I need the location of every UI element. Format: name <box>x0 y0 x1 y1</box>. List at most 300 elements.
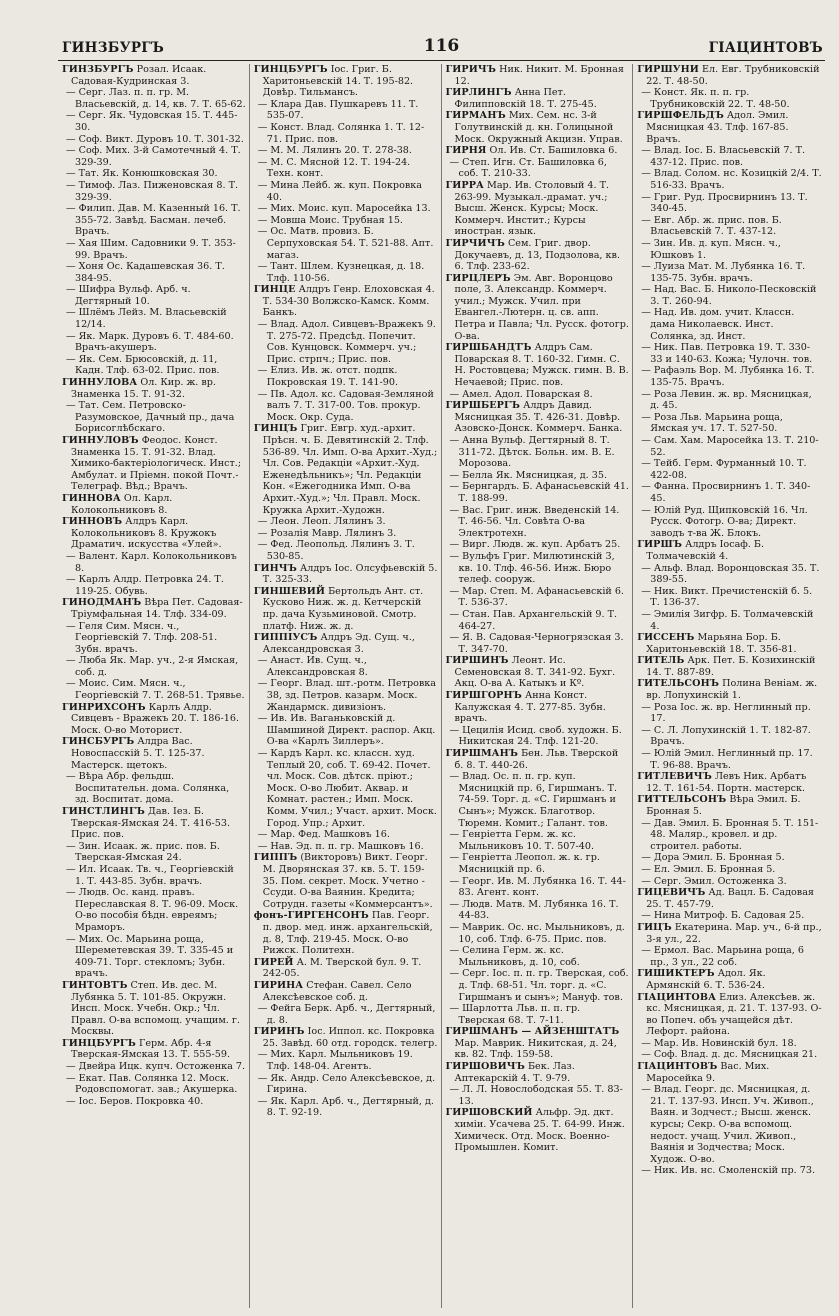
entry-details: Мих. Сем. нс. 3-й Голутвинскій д. кн. Голицыной Моск. Окружный Акцизн. Управ. <box>454 110 623 145</box>
entry-surname: ГИННОВЪ <box>62 516 123 528</box>
directory-entry <box>637 145 822 168</box>
entry-details: Бен. Льв. Тверской б. 8. Т. 440-26. <box>454 748 619 771</box>
entry-surname: ГИРИНА <box>253 979 304 991</box>
directory-entry <box>62 284 246 307</box>
entry-details: — М. С. Мясной 12. Т. 194-24. Техн. конт. <box>257 156 411 180</box>
entry-details: — Влад. Адол. Сивцевъ-Вражекъ 9. Т. 275-72. Предсѣд. Попечит. Сов. Кунцовск. Коммерч. уч.; Прис. стрпч.; Прис. пов. <box>257 319 436 365</box>
entry-details: — Двейра Ицк. купч. Остоженка 7. <box>66 1061 246 1073</box>
directory-entry <box>637 1061 822 1084</box>
directory-entry <box>446 342 630 388</box>
directory-entry <box>62 864 246 887</box>
entry-details: Ел. Евг. Трубниковскій 22. Т. 48-50. <box>646 64 820 87</box>
entry-details: — Филип. Дав. М. Казенный 16. Т. 355-72. Завѣд. Басман. лечеб. Врачъ. <box>66 203 241 238</box>
entry-details: Ад. Вацл. Б. Садовая 25. Т. 457-79. <box>646 887 814 910</box>
entry-details: — Люба Як. Мар. уч., 2-я Ямская, соб. д. <box>66 655 239 678</box>
directory-entry <box>637 87 822 110</box>
entry-details: — Зин. Ив. д. куп. Мясн. ч., Юшковъ 1. <box>641 237 781 261</box>
entry-surname: ГИННУЛОВА <box>62 377 138 389</box>
entry-details: — Дав. Эмил. Б. Бронная 5. Т. 151-48. Маляр., кровел. и др. строител. работы. <box>641 817 819 852</box>
directory-entry <box>62 980 246 1038</box>
entry-surname: ГИНРИХСОНЪ <box>62 701 146 713</box>
entry-details: — Вѣра Абр. фельдш. Воспитательн. дома. Солянка, зд. Воспитат. дома. <box>66 771 230 806</box>
directory-entry <box>446 655 630 690</box>
entry-surname: ГИТТЕЛЬСОНЪ <box>637 794 727 806</box>
directory-entry <box>254 99 438 122</box>
entry-surname: ГИТЕЛЬ <box>637 655 685 667</box>
directory-entry <box>446 1026 630 1061</box>
directory-entry <box>62 1096 246 1108</box>
entry-details: — Хая Шим. Садовники 9. Т. 353-99. Врачъ. <box>66 237 236 261</box>
entry-surname: ГИННУЛОВЪ <box>62 435 139 446</box>
entry-surname: ГИРШБЕРГЪ <box>445 400 520 412</box>
entry-details: — Влад. Георг. дс. Мясницкая, д. 21. Т. 137-93. Инсп. Уч. Живоп., Ваян. и Зодчест.; Высш. женск. курсы; Секр. О-ва вспомощ. недост. учащ. Учил. Живоп., Ваянія и Зодчества; Моск. Худож. О-во. <box>641 1084 814 1165</box>
entry-surname: ГИНСТЛИНГЪ <box>62 806 145 817</box>
entry-details: — Над. Ив. дом. учит. Классн. дама Николаевск. Инст. Солянка, зд. Инст. <box>641 307 795 342</box>
entry-details: — Серг. Іос. п. п. гр. Тверская, соб. д. Тлф. 68-51. Чл. торг. д. «С. Гиршманъ и сынъ»; Мануф. тов. <box>449 968 629 1003</box>
running-head-left: ГИНЗБУРГЪ <box>62 40 165 56</box>
entry-details: — Шарлотта Льв. п. п. гр. Тверская 68. Т. 7-11. <box>449 1003 581 1026</box>
entry-surname: ГИРЕЙ <box>253 956 294 968</box>
directory-entry <box>62 493 246 516</box>
entry-surname: ГИНЦБУРГЪ <box>62 1037 136 1049</box>
directory-entry <box>637 563 822 586</box>
entry-details: — Як. Андр. Село Алексѣевское, д. Гирина. <box>257 1072 436 1096</box>
entry-surname: ГИРШОВИЧЪ <box>445 1061 525 1073</box>
entry-details: — Фед. Леопольд. Лялинъ 3. Т. 530-85. <box>257 539 415 562</box>
entry-details: Мар. Ив. Столовый 4. Т. 263-99. Музыкал.-драмат. уч.; Высш. Женск. Курсы; Моск. Коммерч. Инстит.; Курсы иностран. язык. <box>454 179 610 238</box>
directory-entry <box>637 458 822 481</box>
directory-entry <box>446 435 630 470</box>
entry-details: Алдра Вас. Новоспасскій 5. Т. 125-37. Мастерск. щетокъ. <box>71 736 205 771</box>
directory-entry <box>62 678 246 701</box>
directory-entry <box>62 655 246 678</box>
directory-entry <box>446 725 630 748</box>
directory-entry <box>62 400 246 435</box>
entry-surname: ГИРМАНЪ <box>445 110 506 122</box>
directory-entry <box>62 168 246 180</box>
directory-entry <box>254 632 438 655</box>
directory-entry <box>254 145 438 157</box>
directory-entry <box>446 632 630 655</box>
entry-surname: ГИППІУСЪ <box>253 632 318 644</box>
entry-details: Стефан. Савел. Село Алексѣевское соб. д. <box>262 979 412 1003</box>
entry-details: — Георг. Ив. М. Лубянка 16. Т. 44-83. Агент. конт. <box>449 875 626 899</box>
directory-entry <box>62 516 246 551</box>
directory-entry <box>446 968 630 1003</box>
directory-entry <box>446 400 630 435</box>
entry-details: Алдръ Карл. Колокольниковъ 8. Кружокъ Драматич. искусства «Улей». <box>71 516 222 551</box>
directory-columns <box>58 64 825 1308</box>
entry-surname: ГИНСБУРГЪ <box>62 736 135 748</box>
entry-details: — Ел. Эмил. Б. Бронная 5. <box>641 863 776 875</box>
entry-details: Бек. Лаз. Аптекарскій 4. Т. 9-79. <box>454 1061 575 1084</box>
directory-entry <box>637 238 822 261</box>
entry-details: — Шифра Вульф. Арб. ч. Дегтярный 10. <box>66 284 191 307</box>
entry-details: — Л. Л. Новослободская 55. Т. 83-13. <box>449 1084 623 1107</box>
directory-entry <box>637 725 822 748</box>
entry-details: Ол. Ив. Ст. Башиловка 6. <box>489 145 618 157</box>
entry-details: — Влад. Іос. Б. Власьевскій 7. Т. 437-12. Прис. пов. <box>641 145 806 168</box>
entry-details: Іос. Иппол. кс. Покровка 25. Завѣд. 60 отд. городск. телегр. <box>262 1026 438 1049</box>
entry-details: — Цецилія Исид. своб. художн. Б. Никитская 24. Тлф. 121-20. <box>449 724 622 748</box>
directory-entry <box>446 64 630 87</box>
entry-surname: ГИРШБАНДТЪ <box>445 342 532 354</box>
directory-entry <box>446 145 630 157</box>
entry-details: — Тимоф. Лаз. Пиженовская 8. Т. 329-39. <box>66 179 239 203</box>
entry-details: Мар. Маврик. Никитская, д. 24, кв. 82. Тлф. 159-58. <box>454 1037 617 1061</box>
directory-entry <box>446 389 630 401</box>
directory-entry <box>62 145 246 168</box>
directory-entry <box>62 1061 246 1073</box>
directory-entry <box>62 435 246 493</box>
directory-entry <box>637 794 822 817</box>
entry-details: — Над. Вас. Б. Николо-Песковскій 3. Т. 260-94. <box>641 284 817 307</box>
entry-surname: ГИРЦЛЕРЪ <box>445 272 511 284</box>
entry-details: — Рафаэль Вор. М. Лубянка 16. Т. 135-75. Врачъ. <box>641 365 815 389</box>
entry-details: — Нина Митроф. Б. Садовая 25. <box>641 910 805 922</box>
entry-details: Елиз. Алексѣев. ж. кс. Мясницкая, д. 21. Т. 137-93. О-во Попеч. объ учащейся дѣт. Лефорт. района. <box>646 991 822 1038</box>
entry-details: — Соф. Влад. д. дс. Мясницкая 21. <box>641 1049 818 1061</box>
entry-surname: ГИРШИНЪ <box>445 655 509 667</box>
entry-details: Леонт. Ис. Семеновская 8. Т. 341-92. Бухг. Акц. О-ва А. Катыкъ и Кº. <box>454 655 616 690</box>
directory-entry <box>637 412 822 435</box>
directory-entry <box>254 284 438 319</box>
entry-details: — Георг. Влад. шт.-ротм. Петровка 38, зд. Петров. казарм. Моск. Жандармск. дивизіонъ. <box>257 678 437 713</box>
entry-details: — Людв. Ос. канд. правъ. Переславская 8. Т. 96-09. Моск. О-во пособія бѣдн. евреямъ; Мраморъ. <box>66 887 239 933</box>
entry-details: Алдръ Іосаф. Б. Толмачевскій 4. <box>646 539 764 562</box>
entry-details: Сем. Григ. двор. Докучаевъ, д. 13, Подзолова, кв. 6. Тлф. 233-62. <box>454 237 620 273</box>
directory-entry <box>62 574 246 597</box>
directory-entry <box>446 748 630 771</box>
directory-entry <box>637 215 822 238</box>
entry-details: — Вас. Григ. инж. Введенскій 14. Т. 46-56. Чл. Совѣта О-ва Электротехн. <box>449 504 620 539</box>
entry-details: Альфр. Эд. дкт. химіи. Усачева 25. Т. 64-99. Инж. Химическ. Отд. Моск. Военно-Промышлен. Комит. <box>454 1107 625 1154</box>
directory-entry <box>254 389 438 424</box>
directory-entry <box>637 64 822 87</box>
directory-entry <box>254 539 438 562</box>
entry-details: — Ник. Викт. Пречистенскій б. 5. Т. 136-37. <box>641 585 813 609</box>
directory-entry <box>446 899 630 922</box>
directory-entry <box>637 992 822 1038</box>
entry-details: — Конст. Влад. Солянка 1. Т. 12-71. Прис. пов. <box>257 121 425 145</box>
entry-surname: ГИРИЧЪ <box>445 64 497 75</box>
directory-entry <box>637 655 822 678</box>
entry-details: — Мина Лейб. ж. куп. Покровка 40. <box>257 179 422 203</box>
directory-entry <box>254 910 438 956</box>
entry-details: Степ. Ив. дес. М. Лубянка 5. Т. 101-85. Окружн. Инсп. Моск. Учебн. Окр.; Чл. Правл. О-ва вспомощ. учащим. г. Москвы. <box>71 979 240 1038</box>
entry-details: — Генріетта Герм. ж. кс. Мыльниковъ 10. Т. 507-40. <box>449 829 595 852</box>
directory-entry <box>254 1026 438 1049</box>
directory-entry <box>254 226 438 261</box>
entry-details: — Ник. Ив. нс. Смоленскій пр. 73. <box>641 1165 816 1177</box>
entry-details: Адол. Як. Армянскій 6. Т. 536-24. <box>646 968 766 991</box>
entry-surname: ГИППЪ <box>253 852 298 864</box>
entry-details: — Соф. Викт. Дуровъ 10. Т. 301-32. <box>66 133 244 145</box>
entry-details: — Альф. Влад. Воронцовская 35. Т. 389-55. <box>641 562 820 586</box>
entry-details: Алдръ Сам. Поварская 8. Т. 160-32. Гимн. С. Н. Ростовцева; Мужск. гимн. В. В. Нечаевой; Прис. пов. <box>454 342 629 389</box>
entry-surname: ГИРИНЪ <box>253 1026 305 1038</box>
directory-entry <box>637 632 822 655</box>
directory-entry <box>62 887 246 933</box>
directory-entry <box>637 168 822 191</box>
entry-details: Эм. Авг. Воронцово поле, 3. Александр. Коммерч. учил.; Мужск. Учил. при Евангел.-Лютерн. ц. св. апп. Петра и Павла; Чл. Русск. фотогр. О-ва. <box>454 272 629 342</box>
entry-details: — Валент. Карл. Колокольниковъ 8. <box>66 550 237 574</box>
directory-entry <box>637 1165 822 1177</box>
directory-entry <box>62 354 246 377</box>
directory-entry <box>446 551 630 586</box>
directory-entry <box>446 852 630 875</box>
directory-entry <box>254 423 438 516</box>
entry-details: — Амел. Адол. Поварская 8. <box>449 388 593 400</box>
entry-details: — Геля Сим. Мясн. ч., Георгіевскій 7. Тлф. 208-51. Зубн. врачъ. <box>66 620 218 655</box>
entry-details: — Юлій Эмил. Неглинный пр. 17. Т. 96-88. Врачъ. <box>641 748 813 771</box>
directory-entry <box>637 389 822 412</box>
directory-entry <box>446 1061 630 1084</box>
entry-details: Ол. Кир. ж. вр. Знаменка 15. Т. 91-32. <box>71 377 216 400</box>
entry-details: — Анна Вульф. Дегтярный 8. Т. 311-72. Дѣтск. Больн. им. В. Е. Морозова. <box>449 435 615 470</box>
directory-entry <box>446 922 630 945</box>
directory-entry <box>446 586 630 609</box>
entry-details: — Роза Льв. Марьина роща, Ямская уч. 17. Т. 527-50. <box>641 411 783 435</box>
entry-surname: ГИНЦЪ <box>253 423 298 435</box>
entry-surname: ГИРШГОРНЪ <box>445 690 522 702</box>
entry-details: Розал. Исаак. Садовая-Кудринская 3. <box>71 64 207 87</box>
directory-entry <box>637 284 822 307</box>
page-header <box>58 38 825 61</box>
entry-details: — Григ. Руд. Просвирнинъ 13. Т. 340-45. <box>641 191 808 215</box>
directory-entry <box>62 203 246 238</box>
directory-entry <box>62 702 246 737</box>
entry-details: — Фанна. Просвирнинъ 1. Т. 340-45. <box>641 481 811 504</box>
column-3 <box>442 64 634 1308</box>
directory-entry <box>62 806 246 841</box>
directory-entry <box>62 771 246 806</box>
directory-entry <box>446 481 630 504</box>
entry-details: — Мар. Ив. Новинскій бул. 18. <box>641 1037 797 1049</box>
entry-details: — Мих. Ос. Марьина роща, Шереметевская 39. Т. 335-45 и 409-71. Торг. стекломъ; Зубн. врачъ. <box>66 933 234 980</box>
entry-details: Анна Конст. Калужская 4. Т. 277-85. Зубн. врачъ. <box>454 690 606 725</box>
column-1 <box>58 64 250 1308</box>
entry-details: — Тант. Шлем. Кузнецкая, д. 18. Тлф. 110-56. <box>257 261 425 284</box>
directory-entry <box>446 771 630 829</box>
entry-details: — Ив. Ив. Ваганьковскій д. Шамшиной Директ. распор. Акц. О-ва «Карлъ Зиллеръ». <box>257 713 436 748</box>
entry-details: — Степ. Игн. Ст. Башиловка 6, соб. Т. 210-33. <box>449 156 607 180</box>
entry-surname: ГИНЗБУРГЪ <box>62 64 134 75</box>
directory-entry <box>446 1084 630 1107</box>
directory-entry <box>62 307 246 330</box>
directory-entry <box>254 516 438 528</box>
entry-details: — Зин. Исаак. ж. прис. пов. Б. Тверская-Ямская 24. <box>66 840 220 864</box>
entry-details: Іос. Григ. Б. Харитоньевскій 14. Т. 195-82. Довѣр. Тильмансъ. <box>262 64 414 99</box>
entry-details: — Серг. Як. Чудовская 15. Т. 445-30. <box>66 110 238 133</box>
entry-details: — Вульфъ Григ. Милютинскій 3, кв. 10. Тлф. 46-56. Инж. Бюро телеф. сооруж. <box>449 550 615 586</box>
directory-entry <box>637 968 822 991</box>
directory-entry <box>254 261 438 284</box>
directory-entry <box>254 64 438 99</box>
entry-surname: ГИРНЯ <box>445 145 487 157</box>
entry-details: — Конст. Як. п. п. гр. Трубниковскій 22. Т. 48-50. <box>641 87 790 110</box>
entry-details: — Мар. Степ. М. Афанасьевскій 6. Т. 536-37. <box>449 585 624 609</box>
directory-entry <box>637 852 822 864</box>
entry-details: Полина Веніам. ж. вр. Лопухинскій 1. <box>646 678 818 702</box>
entry-details: — Кардъ Карл. кс. классн. худ. Теплый 20, соб. Т. 69-42. Почет. чл. Моск. Сов. дѣтск. пріют.; Моск. О-во Любит. Аквар. и Комнат. растен.; Имп. Моск. Комм. Учил.; Участ. архит. Моск. Город. Упр.; Архит. <box>257 748 437 829</box>
directory-entry <box>62 134 246 146</box>
directory-entry <box>254 957 438 980</box>
entry-details: Алдръ Давид. Мясницкая 35. Т. 426-31. Довѣр. Азовско-Донск. Коммерч. Банка. <box>454 400 623 435</box>
entry-details: — Серг. Лаз. п. п. гр. М. Власьевскій, д. 14, кв. 7. Т. 65-62. <box>66 87 246 110</box>
entry-details: Анна Пет. Филипповскій 18. Т. 275-45. <box>454 87 597 110</box>
entry-details: Адол. Эмил. Мясницкая 43. Тлф. 167-85. Врачъ. <box>646 110 789 145</box>
entry-details: Феодос. Конст. Знаменка 15. Т. 91-32. Влад. Химико-бактеріологическ. Инст.; Амбулат. и Пріемн. покой Почт.-Телеграф. Вѣд.; Врачъ. <box>71 435 242 493</box>
entry-details: Герм. Абр. 4-я Тверская-Ямская 13. Т. 555-59. <box>71 1037 231 1061</box>
directory-entry <box>62 180 246 203</box>
directory-entry <box>254 1003 438 1026</box>
entry-surname: ГИРЧИЧЪ <box>445 237 505 249</box>
entry-details: Алдръ Эд. Сущ. ч., Александровская 3. <box>262 632 415 655</box>
entry-details: — Соф. Мих. 3-й Самотечный 4. Т. 329-39. <box>66 145 241 168</box>
entry-surname: ГИНОДМАНЪ <box>62 597 142 609</box>
entry-surname: ГИЦЕВИЧЪ <box>637 887 706 899</box>
entry-surname: ГИШИКТЕРЪ <box>637 968 715 980</box>
entry-details: — Ермол. Вас. Марьина роща, 6 пр., 3 ул., 22 соб. <box>641 945 804 968</box>
directory-entry <box>62 934 246 980</box>
entry-details: Левъ Ник. Арбатъ 12. Т. 161-54. Портн. мастерск. <box>646 771 807 794</box>
directory-entry <box>446 829 630 852</box>
directory-entry <box>637 110 822 145</box>
directory-entry <box>254 157 438 180</box>
directory-entry <box>254 852 438 910</box>
entry-details: — Сам. Хам. Маросейка 13. Т. 210-52. <box>641 435 819 458</box>
directory-entry <box>446 539 630 551</box>
entry-details: — Мих. Моис. куп. Маросейка 13. <box>257 203 431 215</box>
entry-details: — Клара Дав. Пушкаревъ 11. Т. 535-07. <box>257 98 419 122</box>
entry-details: — Людв. Матв. М. Лубянка 16. Т. 44-83. <box>449 898 619 922</box>
directory-entry <box>254 1096 438 1119</box>
entry-surname: ГИРЛИНГЪ <box>445 87 512 99</box>
directory-entry <box>637 609 822 632</box>
entry-details: — Ил. Исаак. Тв. ч., Георгіевскій 1. Т. 443-85. Зубн. врачъ. <box>66 863 234 887</box>
directory-entry <box>254 841 438 853</box>
entry-details: — Серг. Эмил. Остоженка 3. <box>641 875 787 887</box>
directory-entry <box>62 841 246 864</box>
entry-details: Екатерина. Мар. уч., 6-й пр., 3-я ул., 22. <box>646 921 822 945</box>
entry-details: Марьяна Бор. Б. Харитоньевскій 18. Т. 356-81. <box>646 632 797 655</box>
directory-entry <box>637 261 822 284</box>
directory-entry <box>446 945 630 968</box>
entry-surname: ГИССЕНЪ <box>637 632 695 644</box>
directory-entry <box>637 818 822 853</box>
directory-entry <box>254 829 438 841</box>
directory-entry <box>254 215 438 227</box>
directory-entry <box>637 435 822 458</box>
directory-entry <box>62 1038 246 1061</box>
directory-entry <box>637 586 822 609</box>
directory-entry <box>446 876 630 899</box>
entry-details: — Влад. Ос. п. п. гр. куп. Мясницкій пр. 6, Гиршманъ. Т. 74-59. Торг. д. «С. Гиршманъ и Сынъ»; Мужск. Благотвор. Тюремн. Комит.; Галант. тов. <box>449 771 618 829</box>
entry-details: Ник. Никит. М. Бронная 12. <box>454 64 624 87</box>
entry-surname: ГИРРА <box>445 179 484 191</box>
directory-entry <box>446 180 630 238</box>
directory-entry <box>637 771 822 794</box>
entry-surname: ГИРШМАНЪ — АЙЗЕНШТАТЪ <box>445 1026 620 1038</box>
directory-entry <box>446 238 630 273</box>
column-2 <box>250 64 442 1308</box>
entry-surname: ГИНЧЪ <box>253 562 297 574</box>
entry-details: — Эмилія Зигфр. Б. Толмачевскій 4. <box>641 608 814 632</box>
directory-entry <box>637 481 822 504</box>
directory-entry <box>637 1084 822 1165</box>
entry-details: — Пв. Адол. кс. Садовая-Земляной валъ 7. Т. 317-00. Тов. прокур. Моск. Окр. Суда. <box>257 388 434 423</box>
directory-entry <box>637 505 822 540</box>
entry-details: Вѣра Пет. Садовая-Тріумфальная 14. Тлф. 334-09. <box>71 597 243 620</box>
directory-entry <box>254 655 438 678</box>
directory-entry <box>62 261 246 284</box>
entry-surname: ГІАЦИНТОВЪ <box>637 1061 718 1073</box>
directory-entry <box>446 690 630 725</box>
directory-entry <box>254 713 438 748</box>
directory-entry <box>446 505 630 540</box>
directory-entry <box>446 157 630 180</box>
entry-details: Карлъ Алдр. Сивцевъ - Вражекъ 20. Т. 186-16. Моск. О-во Моторист. <box>71 701 240 736</box>
directory-entry <box>62 87 246 110</box>
directory-entry <box>637 1049 822 1061</box>
directory-entry <box>254 678 438 713</box>
entry-details: — Евг. Абр. ж. прис. пов. Б. Власьевскій 7. Т. 437-12. <box>641 214 782 238</box>
entry-details: — Шлёмъ Лейз. М. Власьевскій 12/14. <box>66 307 227 331</box>
entry-details: — Ник. Пав. Петровка 19. Т. 330-33 и 140-63. Кожа; Чулочн. тов. <box>641 342 813 365</box>
entry-details: — Роза Іос. ж. вр. Неглинный пр. 17. <box>641 701 811 725</box>
directory-entry <box>254 122 438 145</box>
entry-details: Григ. Евгр. худ.-архит. Прѣсн. ч. Б. Девятинскій 2. Тлф. 536-89. Чл. Имп. О-ва Архит.-Худ.; Чл. Сов. Редакціи «Архит.-Худ. Еженедѣльникъ»; Чл. Редакціи Кон. «Ежегодника Имп. О-ва Архит.-Худ.»; Чл. Правл. Моск. Кружка Архит.-Художн. <box>262 423 438 516</box>
directory-entry <box>254 365 438 388</box>
entry-details: — Роза Левин. ж. вр. Мясницкая, д. 45. <box>641 388 812 412</box>
entry-details: — Стан. Пав. Архангельскій 9. Т. 464-27. <box>449 608 618 632</box>
entry-surname: ГИРШОВСКИЙ <box>445 1107 533 1119</box>
entry-details: — Карлъ Алдр. Петровка 24. Т. 119-25. Обувь. <box>66 574 224 597</box>
entry-surname: ГИРШМАНЪ <box>445 748 519 760</box>
entry-details: Алдръ Іос. Олсуфьевскій 5. Т. 325-33. <box>262 562 438 586</box>
directory-entry <box>637 1038 822 1050</box>
running-head-right: ГІАЦИНТОВЪ <box>708 40 823 56</box>
entry-details: — Хоня Ос. Кадашевская 36. Т. 384-95. <box>66 261 225 284</box>
entry-details: — Нав. Эд. п. п. гр. Машковъ 16. <box>257 840 424 852</box>
directory-entry <box>254 319 438 365</box>
entry-details: Алдръ Генр. Елоховская 4. Т. 534-30 Волжско-Камск. Комм. Банкъ. <box>262 284 435 319</box>
directory-entry <box>62 110 246 133</box>
entry-details: — Селина Герм. ж. кс. Мыльниковъ, д. 10, соб. <box>449 945 580 968</box>
entry-details: — Екат. Пав. Солянка 12. Моск. Родовспомогат. зав.; Акушерка. <box>66 1072 238 1096</box>
entry-details: Вѣра Эмил. Б. Бронная 5. <box>646 794 801 817</box>
directory-entry <box>254 180 438 203</box>
entry-surname: ГІАЦИНТОВА <box>637 991 716 1003</box>
directory-entry <box>446 1003 630 1026</box>
directory-entry <box>446 1107 630 1153</box>
directory-entry <box>62 551 246 574</box>
directory-entry <box>637 539 822 562</box>
directory-entry <box>446 87 630 110</box>
directory-entry <box>637 922 822 945</box>
entry-surname: ГИТЛЕВИЧЪ <box>637 771 712 783</box>
entry-details: (Викторовъ) Викт. Георг. М. Дворянская 37. кв. 5. Т. 159-35. Пом. секрет. Моск. Учетно - Ссуди. О-ва Ваянин. Кредита; Сотрудн. газеты «Коммерсантъ». <box>262 852 433 910</box>
directory-entry <box>62 597 246 620</box>
entry-details: А. М. Тверской бул. 9. Т. 242-05. <box>262 956 422 980</box>
entry-details: — Бернгардъ. Б. Афанасьевскій 41. Т. 188-99. <box>449 481 629 504</box>
entry-surname: ГИЦЪ <box>637 921 672 933</box>
entry-details: — Я. В. Садовая-Черногрязская 3. Т. 347-70. <box>449 632 624 655</box>
entry-details: — Як. Карл. Арб. ч., Дегтярный, д. 8. Т. 92-19. <box>257 1095 434 1119</box>
directory-entry <box>62 736 246 771</box>
directory-entry <box>637 702 822 725</box>
